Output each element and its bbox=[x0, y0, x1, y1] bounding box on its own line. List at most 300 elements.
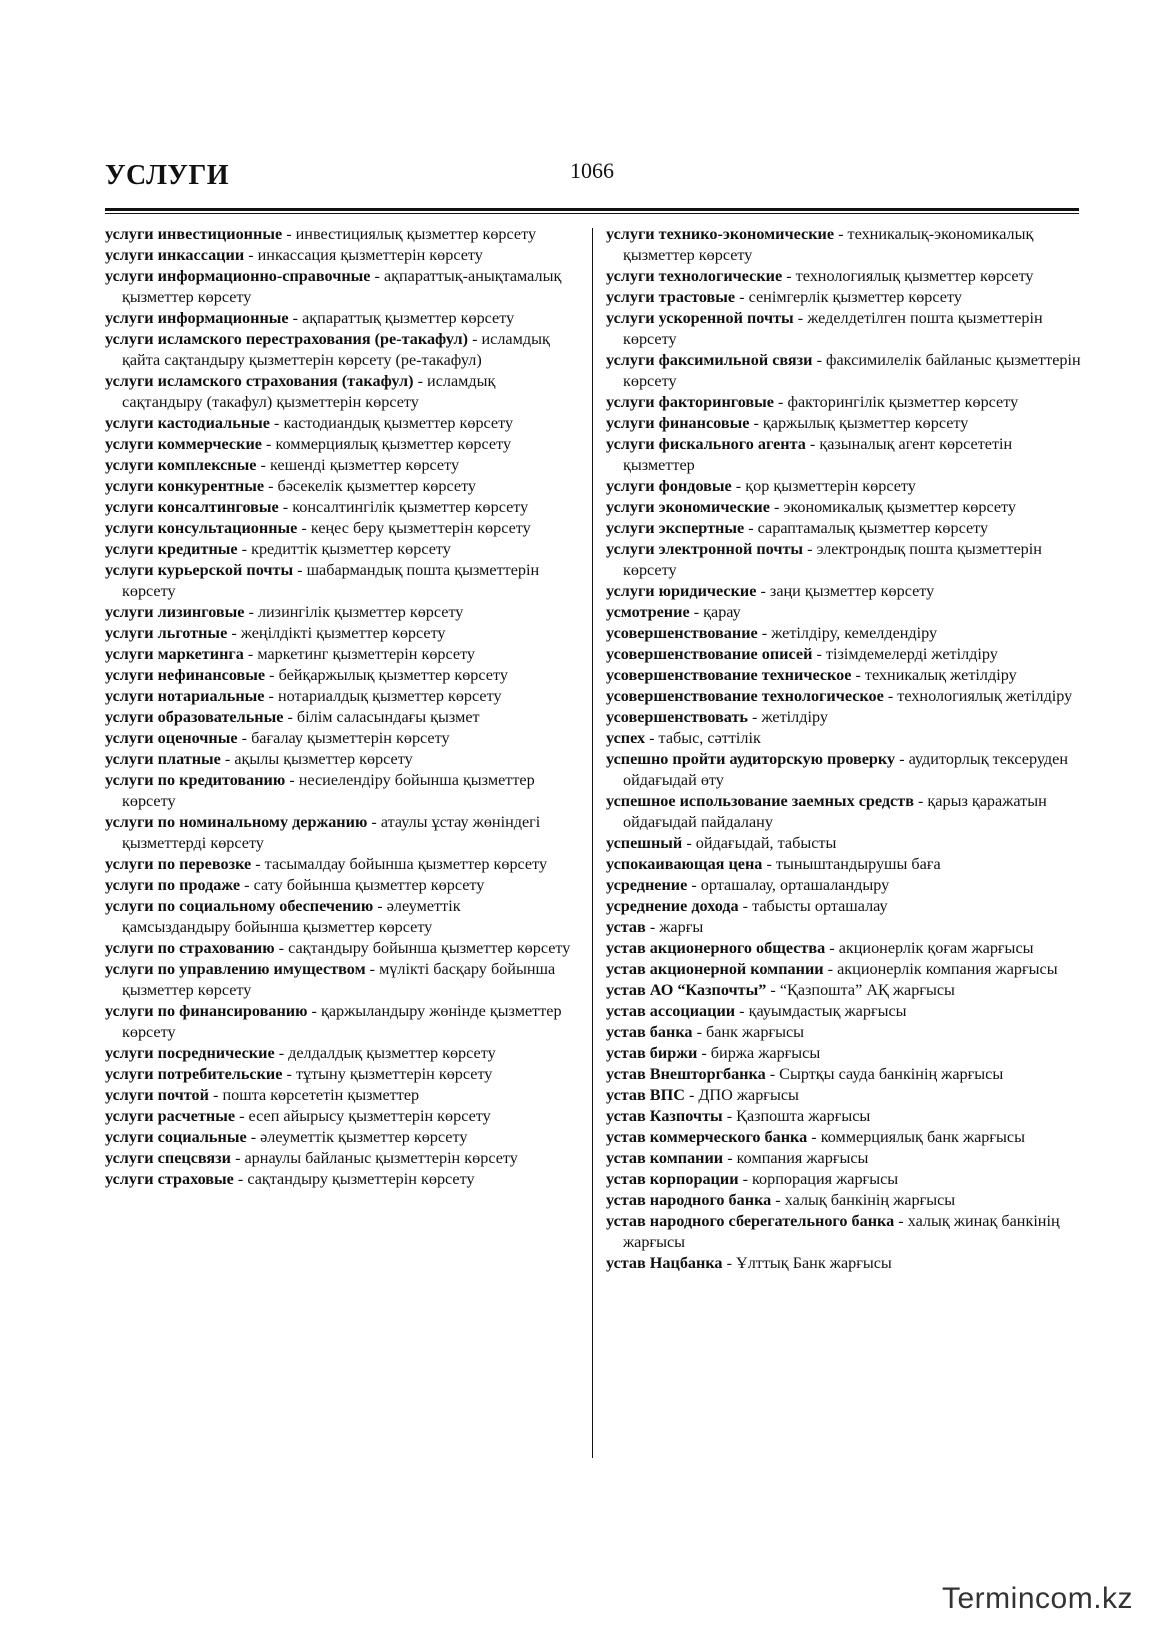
dictionary-entry bbox=[606, 497, 1084, 518]
entry-separator: - bbox=[722, 1254, 736, 1272]
entry-separator: - bbox=[645, 729, 659, 747]
dictionary-entry bbox=[606, 686, 1084, 707]
dictionary-entry bbox=[105, 623, 573, 644]
entry-separator: - bbox=[235, 1107, 249, 1125]
dictionary-entry bbox=[606, 1148, 1084, 1169]
dictionary-entry bbox=[606, 539, 1084, 581]
dictionary-entry bbox=[105, 413, 573, 434]
dictionary-entry bbox=[606, 980, 1084, 1001]
entry-term: устав акционерной компании bbox=[606, 960, 824, 978]
entry-term: услуги информационные bbox=[105, 309, 289, 327]
entry-separator: - bbox=[834, 225, 848, 243]
entry-separator: - bbox=[735, 1002, 749, 1020]
entry-term: усмотрение bbox=[606, 603, 690, 621]
dictionary-entry bbox=[606, 266, 1084, 287]
column-divider bbox=[592, 228, 593, 1458]
dictionary-entry bbox=[606, 1064, 1084, 1085]
entry-term: услуги комплексные bbox=[105, 456, 257, 474]
entry-definition: коммерциялық қызметтер көрсету bbox=[275, 435, 512, 453]
entry-separator: - bbox=[769, 498, 784, 516]
dictionary-entry bbox=[105, 308, 573, 329]
header-rule-thin bbox=[105, 213, 1079, 214]
dictionary-entry bbox=[105, 560, 573, 602]
entry-definition: қаржыландыру жөнінде қызметтер көрсету bbox=[122, 1002, 562, 1041]
dictionary-entry bbox=[606, 1106, 1084, 1127]
dictionary-entry bbox=[606, 518, 1084, 539]
entry-term: услуги потребительские bbox=[105, 1065, 283, 1083]
entry-definition: бәсекелік қызметтер көрсету bbox=[277, 477, 477, 495]
entry-term: усовершенствование описей bbox=[606, 645, 813, 663]
entry-separator: - bbox=[367, 813, 381, 831]
entry-separator: - bbox=[722, 1107, 737, 1125]
entry-definition: жарғы bbox=[659, 918, 704, 936]
entry-definition: сенімгерлік қызметтер көрсету bbox=[748, 288, 962, 306]
entry-separator: - bbox=[765, 1065, 780, 1083]
entry-separator: - bbox=[913, 792, 928, 810]
entry-term: услуги технологические bbox=[606, 267, 783, 285]
entry-term: устав Нацбанка bbox=[606, 1254, 723, 1272]
running-headword: УСЛУГИ bbox=[105, 160, 230, 191]
entry-definition: акционерлік компания жарғысы bbox=[837, 960, 1058, 978]
entry-separator: - bbox=[747, 708, 762, 726]
dictionary-entry bbox=[105, 749, 573, 770]
dictionary-entry bbox=[105, 665, 573, 686]
entry-term: услуги трастовые bbox=[606, 288, 736, 306]
entry-separator: - bbox=[264, 687, 278, 705]
entry-definition: маркетинг қызметтерін көрсету bbox=[257, 645, 476, 663]
dictionary-entry bbox=[105, 1001, 573, 1043]
dictionary-entry bbox=[606, 1190, 1084, 1211]
entry-definition: ДПО жарғысы bbox=[698, 1086, 799, 1104]
entry-definition: электрондық пошта қызметтерін көрсету bbox=[623, 540, 1042, 579]
entry-definition: арнаулы байланыс қызметтерін көрсету bbox=[244, 1149, 518, 1167]
entry-term: успокаивающая цена bbox=[606, 855, 763, 873]
entry-separator: - bbox=[697, 1044, 711, 1062]
entry-definition: исламдық қайта сақтандыру қызметтерін көрсету (ре-такафул) bbox=[122, 330, 550, 369]
entry-term: устав биржи bbox=[606, 1044, 698, 1062]
entry-definition: Қазпошта жарғысы bbox=[736, 1107, 871, 1125]
entry-definition: нотариалдық қызметтер көрсету bbox=[277, 687, 502, 705]
entry-definition: делдалдық қызметтер көрсету bbox=[288, 1044, 496, 1062]
entry-term: услуги курьерской почты bbox=[105, 561, 294, 579]
entry-term: усреднение bbox=[606, 876, 688, 894]
entry-definition: қарау bbox=[703, 603, 741, 621]
dictionary-entry bbox=[606, 833, 1084, 854]
entry-term: услуги лизинговые bbox=[105, 603, 245, 621]
entry-term: устав ВПС bbox=[606, 1086, 685, 1104]
entry-separator: - bbox=[265, 666, 279, 684]
dictionary-entry bbox=[606, 623, 1084, 644]
entry-definition: кастодиандық қызметтер көрсету bbox=[283, 414, 514, 432]
entry-separator: - bbox=[723, 1149, 737, 1167]
entry-definition: исламдық сақтандыру (такафул) қызметтерін көрсету bbox=[122, 372, 496, 411]
entry-definition: коммерциялық банк жарғысы bbox=[820, 1128, 1025, 1146]
dictionary-entry bbox=[105, 707, 573, 728]
dictionary-entry bbox=[606, 791, 1084, 833]
entry-definition: кредиттік қызметтер көрсету bbox=[251, 540, 451, 558]
entry-definition: халық жинақ банкінің жарғысы bbox=[623, 1212, 1060, 1251]
entry-definition: жеделдетілген пошта қызметтерін көрсету bbox=[623, 309, 1043, 348]
entry-separator: - bbox=[883, 687, 898, 705]
entry-definition: табыс, сәттілік bbox=[658, 729, 761, 747]
entry-term: устав народного банка bbox=[606, 1191, 772, 1209]
dictionary-entry bbox=[606, 350, 1084, 392]
entry-definition: есеп айырысу қызметтерін көрсету bbox=[248, 1107, 491, 1125]
entry-definition: ақпараттық қызметтер көрсету bbox=[302, 309, 515, 327]
entry-definition: атаулы ұстау жөніндегі қызметтерді көрсету bbox=[122, 813, 541, 852]
entry-separator: - bbox=[297, 519, 311, 537]
entry-term: устав коммерческого банка bbox=[606, 1128, 808, 1146]
entry-separator: - bbox=[227, 624, 241, 642]
entry-definition: қаржылық қызметтер көрсету bbox=[762, 414, 969, 432]
entry-term: услуги технико-экономические bbox=[606, 225, 835, 243]
entry-separator: - bbox=[793, 309, 808, 327]
header-rule-thick bbox=[105, 208, 1079, 211]
entry-term: услуги оценочные bbox=[105, 729, 238, 747]
entry-term: устав Казпочты bbox=[606, 1107, 723, 1125]
entry-definition: лизингілік қызметтер көрсету bbox=[257, 603, 464, 621]
entry-separator: - bbox=[261, 435, 276, 453]
dictionary-entry bbox=[606, 959, 1084, 980]
entry-separator: - bbox=[692, 1023, 706, 1041]
entry-term: услуги почтой bbox=[105, 1086, 209, 1104]
entry-separator: - bbox=[220, 750, 235, 768]
dictionary-entry bbox=[105, 371, 573, 413]
dictionary-entry bbox=[606, 728, 1084, 749]
dictionary-entry bbox=[606, 1001, 1084, 1022]
dictionary-entry bbox=[606, 1127, 1084, 1148]
entry-term: услуги нефинансовые bbox=[105, 666, 266, 684]
entry-term: услуги информационно-справочные bbox=[105, 267, 371, 285]
dictionary-entry bbox=[105, 434, 573, 455]
dictionary-entry bbox=[606, 875, 1084, 896]
entry-term: услуги экспертные bbox=[606, 519, 745, 537]
dictionary-entry bbox=[606, 1253, 1084, 1274]
entry-definition: тыныштандырушы баға bbox=[775, 855, 941, 873]
entry-separator: - bbox=[244, 603, 258, 621]
watermark-text: Termincom.kz bbox=[942, 1582, 1134, 1615]
dictionary-entry bbox=[105, 1127, 573, 1148]
entry-definition: технологиялық жетілдіру bbox=[897, 687, 1073, 705]
entry-definition: бағалау қызметтерін көрсету bbox=[251, 729, 450, 747]
dictionary-entry bbox=[105, 266, 573, 308]
dictionary-entry bbox=[105, 1148, 573, 1169]
entry-separator: - bbox=[645, 918, 660, 936]
entry-term: услуги платные bbox=[105, 750, 221, 768]
entry-separator: - bbox=[282, 1065, 296, 1083]
entry-definition: халық банкінің жарғысы bbox=[784, 1191, 956, 1209]
dictionary-entry bbox=[105, 1043, 573, 1064]
entry-separator: - bbox=[812, 645, 826, 663]
entry-term: услуги электронной почты bbox=[606, 540, 804, 558]
dictionary-entry bbox=[105, 1085, 573, 1106]
entry-definition: экономикалық қызметтер көрсету bbox=[783, 498, 1017, 516]
entry-definition: пошта көрсететін қызметтер bbox=[222, 1086, 420, 1104]
entry-definition: бейқаржылық қызметтер көрсету bbox=[278, 666, 508, 684]
dictionary-entry bbox=[105, 854, 573, 875]
entry-separator: - bbox=[278, 498, 293, 516]
entry-separator: - bbox=[282, 225, 296, 243]
entry-definition: техникалық-экономикалық қызметтер көрсету bbox=[623, 225, 1034, 264]
dictionary-entry bbox=[105, 476, 573, 497]
entry-separator: - bbox=[805, 435, 820, 453]
entry-term: услуги ускоренной почты bbox=[606, 309, 794, 327]
entry-term: устав народного сберегательного банка bbox=[606, 1212, 895, 1230]
entry-term: услуги фискального агента bbox=[606, 435, 806, 453]
entry-definition: инвестициялық қызметтер көрсету bbox=[295, 225, 537, 243]
entry-term: услуги по социальному обеспечению bbox=[105, 897, 374, 915]
entry-separator: - bbox=[283, 708, 297, 726]
entry-term: устав bbox=[606, 918, 646, 936]
entry-term: услуги инвестиционные bbox=[105, 225, 283, 243]
dictionary-entry bbox=[105, 224, 573, 245]
entry-definition: орташалау, орташаландыру bbox=[700, 876, 890, 894]
dictionary-entry bbox=[105, 644, 573, 665]
entry-definition: ақпараттық-анықтамалық қызметтер көрсету bbox=[122, 267, 562, 306]
entry-separator: - bbox=[293, 561, 307, 579]
dictionary-entry bbox=[606, 224, 1084, 266]
entry-separator: - bbox=[738, 897, 753, 915]
entry-term: усовершенствование техническое bbox=[606, 666, 852, 684]
entry-term: услуги исламского страхования (такафул) bbox=[105, 372, 414, 390]
entry-term: услуги экономические bbox=[606, 498, 770, 516]
dictionary-entry bbox=[606, 1211, 1084, 1253]
dictionary-entry bbox=[606, 1085, 1084, 1106]
entry-term: успех bbox=[606, 729, 646, 747]
entry-definition: қауымдастық жарғысы bbox=[748, 1002, 907, 1020]
entry-definition: сақтандыру қызметтерін көрсету bbox=[247, 1170, 475, 1188]
dictionary-entry bbox=[606, 644, 1084, 665]
dictionary-entry bbox=[105, 518, 573, 539]
entry-definition: техникалық жетілдіру bbox=[864, 666, 1017, 684]
entry-separator: - bbox=[825, 939, 839, 957]
entry-term: услуги факторинговые bbox=[606, 393, 774, 411]
entry-definition: сақтандыру бойынша қызметтер көрсету bbox=[288, 939, 571, 957]
entry-separator: - bbox=[738, 1170, 753, 1188]
page-header bbox=[105, 158, 1077, 208]
entry-separator: - bbox=[256, 456, 270, 474]
dictionary-entry bbox=[105, 329, 573, 371]
entry-separator: - bbox=[771, 1191, 785, 1209]
entry-term: услуги по управлению имуществом bbox=[105, 960, 366, 978]
entry-separator: - bbox=[823, 960, 838, 978]
entry-term: усовершенствовать bbox=[606, 708, 748, 726]
entry-separator: - bbox=[774, 393, 788, 411]
dictionary-entry bbox=[105, 728, 573, 749]
entry-term: устав акционерного общества bbox=[606, 939, 826, 957]
entry-term: успешное использование заемных средств bbox=[606, 792, 914, 810]
entry-term: услуги кастодиальные bbox=[105, 414, 270, 432]
entry-term: услуги по продаже bbox=[105, 876, 241, 894]
entry-definition: тасымалдау бойынша қызметтер көрсету bbox=[264, 855, 548, 873]
entry-separator: - bbox=[682, 834, 696, 852]
entry-separator: - bbox=[807, 1128, 821, 1146]
dictionary-entry bbox=[105, 455, 573, 476]
entry-separator: - bbox=[237, 540, 252, 558]
entry-term: услуги фондовые bbox=[606, 477, 732, 495]
entry-term: услуги консультационные bbox=[105, 519, 298, 537]
entry-separator: - bbox=[735, 288, 749, 306]
dictionary-entry bbox=[105, 1106, 573, 1127]
entry-separator: - bbox=[782, 267, 796, 285]
entry-definition: технологиялық қызметтер көрсету bbox=[795, 267, 1034, 285]
entry-term: услуги исламского перестрахования (ре-такафул) bbox=[105, 330, 469, 348]
dictionary-entry bbox=[606, 602, 1084, 623]
entry-separator: - bbox=[243, 645, 258, 663]
dictionary-entry bbox=[606, 938, 1084, 959]
entry-definition: факсимилелік байланыс қызметтерін көрсету bbox=[623, 351, 1081, 390]
entry-definition: шабармандық пошта қызметтерін көрсету bbox=[122, 561, 540, 600]
entry-definition: аудиторлық тексеруден ойдағыдай өту bbox=[623, 750, 1068, 789]
entry-separator: - bbox=[689, 603, 704, 621]
entry-separator: - bbox=[231, 1149, 245, 1167]
dictionary-entry bbox=[606, 854, 1084, 875]
entry-term: услуги консалтинговые bbox=[105, 498, 279, 516]
entry-definition: сараптамалық қызметтер көрсету bbox=[757, 519, 989, 537]
entry-term: усовершенствование bbox=[606, 624, 758, 642]
entry-term: услуги по страхованию bbox=[105, 939, 275, 957]
dictionary-entry bbox=[606, 1022, 1084, 1043]
entry-definition: факторингілік қызметтер көрсету bbox=[787, 393, 1019, 411]
entry-term: услуги расчетные bbox=[105, 1107, 236, 1125]
entry-term: услуги по перевозке bbox=[105, 855, 252, 873]
dictionary-entry bbox=[606, 749, 1084, 791]
entry-separator: - bbox=[851, 666, 865, 684]
dictionary-entry bbox=[105, 812, 573, 854]
entry-separator: - bbox=[756, 582, 770, 600]
entry-separator: - bbox=[244, 246, 258, 264]
entry-separator: - bbox=[803, 540, 817, 558]
entry-definition: инкассация қызметтерін көрсету bbox=[257, 246, 483, 264]
entry-separator: - bbox=[208, 1086, 223, 1104]
entry-definition: “Қазпошта” АҚ жарғысы bbox=[779, 981, 955, 999]
dictionary-entry bbox=[105, 875, 573, 896]
entry-definition: кеңес беру қызметтерін көрсету bbox=[310, 519, 531, 537]
entry-term: устав банка bbox=[606, 1023, 693, 1041]
entry-separator: - bbox=[246, 1128, 261, 1146]
entry-term: устав Внешторгбанка bbox=[606, 1065, 766, 1083]
left-column bbox=[105, 224, 573, 1190]
entry-separator: - bbox=[285, 771, 299, 789]
entry-definition: жетілдіру, кемелдендіру bbox=[771, 624, 938, 642]
entry-definition: білім саласындағы қызмет bbox=[296, 708, 480, 726]
entry-separator: - bbox=[264, 477, 278, 495]
entry-term: услуги страховые bbox=[105, 1170, 234, 1188]
entry-definition: кешенді қызметтер көрсету bbox=[269, 456, 460, 474]
entry-definition: сату бойынша қызметтер көрсету bbox=[253, 876, 485, 894]
dictionary-entry bbox=[606, 581, 1084, 602]
entry-separator: - bbox=[237, 729, 252, 747]
entry-term: устав компании bbox=[606, 1149, 724, 1167]
entry-term: услуги спецсвязи bbox=[105, 1149, 232, 1167]
entry-term: устав ассоциации bbox=[606, 1002, 736, 1020]
dictionary-entry bbox=[105, 497, 573, 518]
dictionary-entry bbox=[606, 665, 1084, 686]
entry-separator: - bbox=[413, 372, 428, 390]
entry-term: услуги конкурентные bbox=[105, 477, 265, 495]
entry-separator: - bbox=[749, 414, 763, 432]
entry-definition: банк жарғысы bbox=[706, 1023, 805, 1041]
entry-separator: - bbox=[812, 351, 826, 369]
dictionary-entry bbox=[105, 602, 573, 623]
entry-term: услуги льготные bbox=[105, 624, 228, 642]
dictionary-entry bbox=[105, 1064, 573, 1085]
entry-term: услуги по кредитованию bbox=[105, 771, 286, 789]
entry-separator: - bbox=[762, 855, 776, 873]
entry-separator: - bbox=[274, 939, 289, 957]
entry-definition: тізімдемелерді жетілдіру bbox=[825, 645, 998, 663]
entry-separator: - bbox=[744, 519, 758, 537]
entry-separator: - bbox=[307, 1002, 321, 1020]
entry-separator: - bbox=[894, 1212, 908, 1230]
entry-separator: - bbox=[731, 477, 746, 495]
entry-definition: табысты орташалау bbox=[752, 897, 888, 915]
dictionary-entry bbox=[606, 392, 1084, 413]
entry-term: услуги нотариальные bbox=[105, 687, 265, 705]
entry-definition: консалтингілік қызметтер көрсету bbox=[292, 498, 529, 516]
dictionary-entry bbox=[105, 959, 573, 1001]
right-column bbox=[606, 224, 1084, 1274]
entry-definition: ақылы қызметтер көрсету bbox=[234, 750, 413, 768]
entry-separator: - bbox=[373, 897, 387, 915]
entry-separator: - bbox=[240, 876, 254, 894]
watermark-logo bbox=[942, 1582, 1142, 1626]
entry-definition: несиелендіру бойынша қызметтер көрсету bbox=[122, 771, 535, 810]
entry-term: успешно пройти аудиторскую проверку bbox=[606, 750, 896, 768]
entry-definition: мүлікті басқару бойынша қызметтер көрсету bbox=[122, 960, 556, 999]
entry-separator: - bbox=[895, 750, 909, 768]
dictionary-entry bbox=[606, 917, 1084, 938]
entry-separator: - bbox=[757, 624, 772, 642]
entry-term: успешный bbox=[606, 834, 683, 852]
entry-term: услуги образовательные bbox=[105, 708, 284, 726]
entry-definition: жетілдіру bbox=[761, 708, 828, 726]
entry-term: услуги кредитные bbox=[105, 540, 238, 558]
entry-separator: - bbox=[370, 267, 384, 285]
dictionary-entry bbox=[105, 770, 573, 812]
entry-separator: - bbox=[687, 876, 701, 894]
entry-term: услуги коммерческие bbox=[105, 435, 262, 453]
entry-definition: компания жарғысы bbox=[736, 1149, 869, 1167]
entry-separator: - bbox=[766, 981, 780, 999]
dictionary-entry bbox=[606, 1169, 1084, 1190]
dictionary-entry bbox=[606, 413, 1084, 434]
dictionary-entry bbox=[606, 1043, 1084, 1064]
dictionary-entry bbox=[105, 938, 573, 959]
entry-definition: жеңілдікті қызметтер көрсету bbox=[240, 624, 446, 642]
entry-definition: әлеуметтік қамсыздандыру бойынша қызметтер көрсету bbox=[122, 897, 461, 936]
entry-definition: тұтыну қызметтерін көрсету bbox=[295, 1065, 493, 1083]
entry-definition: әлеуметтік қызметтер көрсету bbox=[260, 1128, 468, 1146]
entry-separator: - bbox=[269, 414, 284, 432]
entry-term: услуги инкассации bbox=[105, 246, 245, 264]
entry-definition: қор қызметтерін көрсету bbox=[745, 477, 916, 495]
dictionary-entry bbox=[105, 1169, 573, 1190]
entry-term: услуги юридические bbox=[606, 582, 757, 600]
page-number: 1066 bbox=[570, 158, 614, 183]
dictionary-entry bbox=[105, 686, 573, 707]
entry-separator: - bbox=[365, 960, 380, 978]
entry-term: устав АО “Казпочты” bbox=[606, 981, 767, 999]
entry-term: услуги факсимильной связи bbox=[606, 351, 813, 369]
entry-separator: - bbox=[288, 309, 303, 327]
entry-separator: - bbox=[684, 1086, 699, 1104]
entry-separator: - bbox=[251, 855, 265, 873]
dictionary-entry bbox=[606, 896, 1084, 917]
entry-term: устав корпорации bbox=[606, 1170, 739, 1188]
entry-term: усреднение дохода bbox=[606, 897, 739, 915]
entry-definition: Ұлттық Банк жарғысы bbox=[736, 1254, 892, 1272]
